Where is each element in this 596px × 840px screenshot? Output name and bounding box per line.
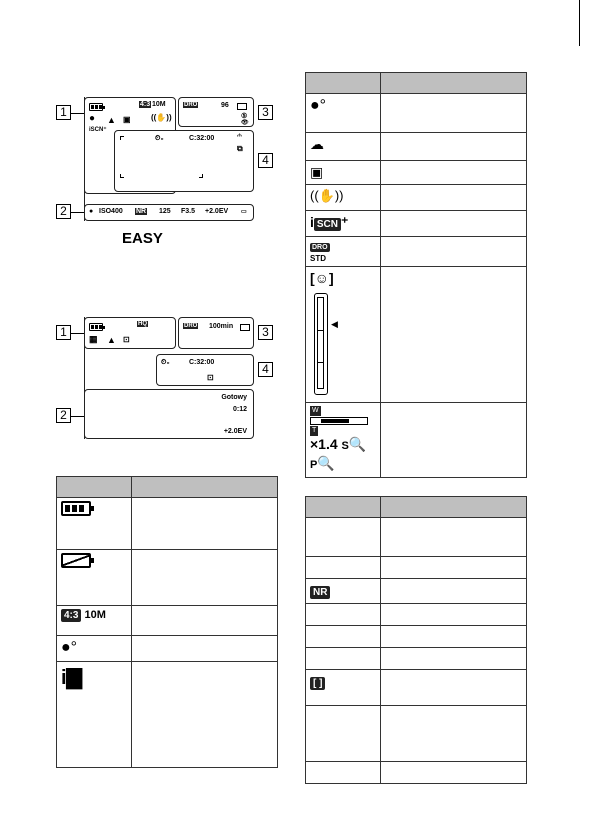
intelligent-auto-icon: i▇ (61, 667, 82, 689)
af-frame-icon: [ ] (310, 677, 325, 690)
steady-shot-indicator: ⊡ (207, 373, 214, 382)
table-row (57, 606, 278, 636)
icon-cell (306, 133, 381, 161)
callout-2: 2 (56, 204, 71, 219)
smile-sensitivity-scale (314, 293, 328, 395)
desc-cell (381, 94, 527, 133)
zoom-wide-label: W (312, 407, 319, 414)
diagram1-screen-edge (84, 97, 254, 221)
aspect-ratio-badge: 4:3 (140, 101, 151, 108)
icon-cell (306, 762, 381, 784)
desc-cell (381, 706, 527, 762)
icon-table-right-top (305, 72, 527, 478)
table-header-row (306, 73, 527, 94)
smile-shutter-icon: [☺] (310, 270, 334, 286)
desc-cell (381, 648, 527, 670)
desc-cell (381, 762, 527, 784)
icon-cell (57, 498, 132, 550)
battery-empty-icon (61, 553, 91, 568)
icon-cell (306, 211, 381, 237)
desc-cell (381, 670, 527, 706)
image-size-label: 10M (84, 609, 106, 621)
table-row (306, 604, 527, 626)
desc-cell (132, 636, 278, 662)
table-row (306, 670, 527, 706)
icon-cell (57, 550, 132, 606)
table-row (57, 550, 278, 606)
table-row (306, 94, 527, 133)
flash-icon: ⑤ (241, 113, 248, 120)
spot-metering-icon: ▣ (310, 164, 324, 180)
shutter-speed: 125 (159, 208, 171, 215)
zoom-scale-icon (310, 406, 376, 436)
icon-table-right-bottom (305, 496, 527, 784)
header-desc-col (381, 497, 527, 518)
icon-cell (306, 648, 381, 670)
desc-cell (381, 267, 527, 403)
desc-cell (132, 550, 278, 606)
desc-cell (132, 662, 278, 768)
shots-remaining: 96 (221, 102, 229, 109)
icon-cell (57, 662, 132, 768)
face-detection-icon: ●° (61, 639, 78, 656)
icon-cell (306, 670, 381, 706)
self-timer-icon: ⏲₀ (161, 359, 170, 366)
table-row (306, 161, 527, 185)
iso-value: ISO400 (99, 208, 123, 215)
table-row (306, 211, 527, 237)
callout-2: 2 (56, 408, 71, 423)
table-row (306, 706, 527, 762)
icon-table-left (56, 476, 278, 768)
header-desc-col (381, 73, 527, 94)
zoom-magnifier-icon: 🔍 (317, 455, 335, 471)
recording-remaining: 100min (209, 323, 234, 330)
recording-time: 0:12 (232, 406, 247, 413)
recording-timer: C:32:00 (189, 135, 215, 142)
scene-label: SCN (314, 218, 341, 231)
icon-cell (306, 557, 381, 579)
soft-skin-icon: ☁ (310, 136, 324, 152)
zoom-tele-label: T (312, 427, 317, 434)
dro-icon: DRO (184, 102, 198, 108)
movie-size-icon: HQ (138, 321, 147, 327)
icon-cell (306, 237, 381, 267)
table-header-row (57, 477, 278, 498)
diagram2-screen-edge (84, 317, 254, 439)
table-header-row (306, 497, 527, 518)
callout-1: 1 (56, 325, 71, 340)
icon-cell (306, 626, 381, 648)
desc-cell (381, 237, 527, 267)
icon-cell (306, 403, 381, 478)
soft-skin-icon: ▲ (107, 115, 116, 125)
callout-3: 3 (258, 325, 273, 340)
table-row (306, 626, 527, 648)
icon-cell (306, 518, 381, 557)
icon-cell (306, 604, 381, 626)
desc-cell (132, 498, 278, 550)
desc-cell (381, 604, 527, 626)
header-icon-col (306, 497, 381, 518)
scene-recognition-icon: i SCN ⁺ (310, 214, 349, 230)
desc-cell (132, 606, 278, 636)
table-row (306, 648, 527, 670)
table-row (306, 267, 527, 403)
aspect-ratio-icon: 4:3 (61, 609, 81, 622)
icon-cell (57, 606, 132, 636)
easy-mode-label: EASY (122, 230, 163, 247)
desc-cell (381, 185, 527, 211)
camera-shake-warning-icon: ((✋)) (310, 188, 344, 203)
zoom-values (310, 436, 376, 455)
self-timer-icon: ⏲₀ (155, 135, 164, 142)
callout-2-leader (71, 416, 84, 417)
smart-zoom-label: S (341, 440, 349, 452)
desc-cell (381, 403, 527, 478)
callout-4: 4 (258, 153, 273, 168)
nr-badge: NR (136, 208, 147, 215)
icon-cell (306, 579, 381, 604)
status-text: Gotowy (221, 394, 247, 401)
desc-cell (381, 557, 527, 579)
battery-full-icon (61, 501, 91, 516)
icon-cell (306, 161, 381, 185)
table-row (57, 498, 278, 550)
desc-cell (381, 518, 527, 557)
film-icon: ▦ (89, 334, 98, 344)
header-icon-col (57, 477, 132, 498)
desc-cell (381, 211, 527, 237)
callout-1: 1 (56, 105, 71, 120)
dro-std-label: STD (310, 254, 326, 263)
icon-cell (57, 636, 132, 662)
table-row (57, 636, 278, 662)
precision-zoom-label: P (310, 459, 318, 471)
image-size-label: 10M (152, 101, 166, 108)
aperture-value: F3.5 (181, 208, 196, 215)
header-desc-col (132, 477, 278, 498)
zoom-factor: ×1.4 (310, 436, 338, 452)
zoom-magnifier-icon: 🔍 (348, 436, 367, 452)
soft-skin-icon: ▲ (107, 335, 116, 345)
icon-cell (306, 94, 381, 133)
recording-timer: C:32:00 (189, 359, 215, 366)
table-row (306, 579, 527, 604)
table-row (306, 557, 527, 579)
anti-blur-icon: ((✋)) (151, 113, 172, 122)
face-detection-icon: ●° (310, 97, 327, 114)
callout-2-leader (71, 212, 84, 213)
histogram-icon: ▭ (241, 209, 247, 215)
icon-cell (306, 706, 381, 762)
header-icon-col (306, 73, 381, 94)
scene-icon: iSCN⁺ (89, 127, 107, 133)
table-row (306, 762, 527, 784)
callout-4: 4 (258, 362, 273, 377)
desc-cell (381, 579, 527, 604)
table-row (306, 237, 527, 267)
steady-shot-icon: ⊡ (123, 335, 130, 344)
face-detect-icon: ● (89, 113, 96, 124)
metering-icon: ▣ (123, 115, 131, 124)
icon-cell (306, 185, 381, 211)
page-corner-mark (579, 0, 580, 46)
exposure-value: +2.0EV (205, 208, 229, 215)
nr-slow-shutter-icon: NR (310, 586, 330, 599)
desc-cell (381, 161, 527, 185)
mode-icon: ሐ (237, 133, 242, 139)
callout-1-leader (71, 333, 84, 334)
callout-3: 3 (258, 105, 273, 120)
icon-cell (306, 267, 381, 403)
dro-icon: DRO (184, 323, 198, 329)
table-row (306, 185, 527, 211)
focus-icon: ● (89, 208, 94, 215)
sensitivity-pointer-icon: ◀ (331, 319, 338, 329)
red-eye-icon: 👁 (241, 120, 249, 126)
table-row (306, 403, 527, 478)
desc-cell (381, 133, 527, 161)
table-row (57, 662, 278, 768)
burst-icon: ⧉ (237, 144, 243, 153)
callout-1-leader (71, 113, 84, 114)
table-row (306, 518, 527, 557)
exposure-value: +2.0EV (223, 428, 247, 435)
table-row (306, 133, 527, 161)
desc-cell (381, 626, 527, 648)
dro-label: DRO (312, 244, 328, 251)
